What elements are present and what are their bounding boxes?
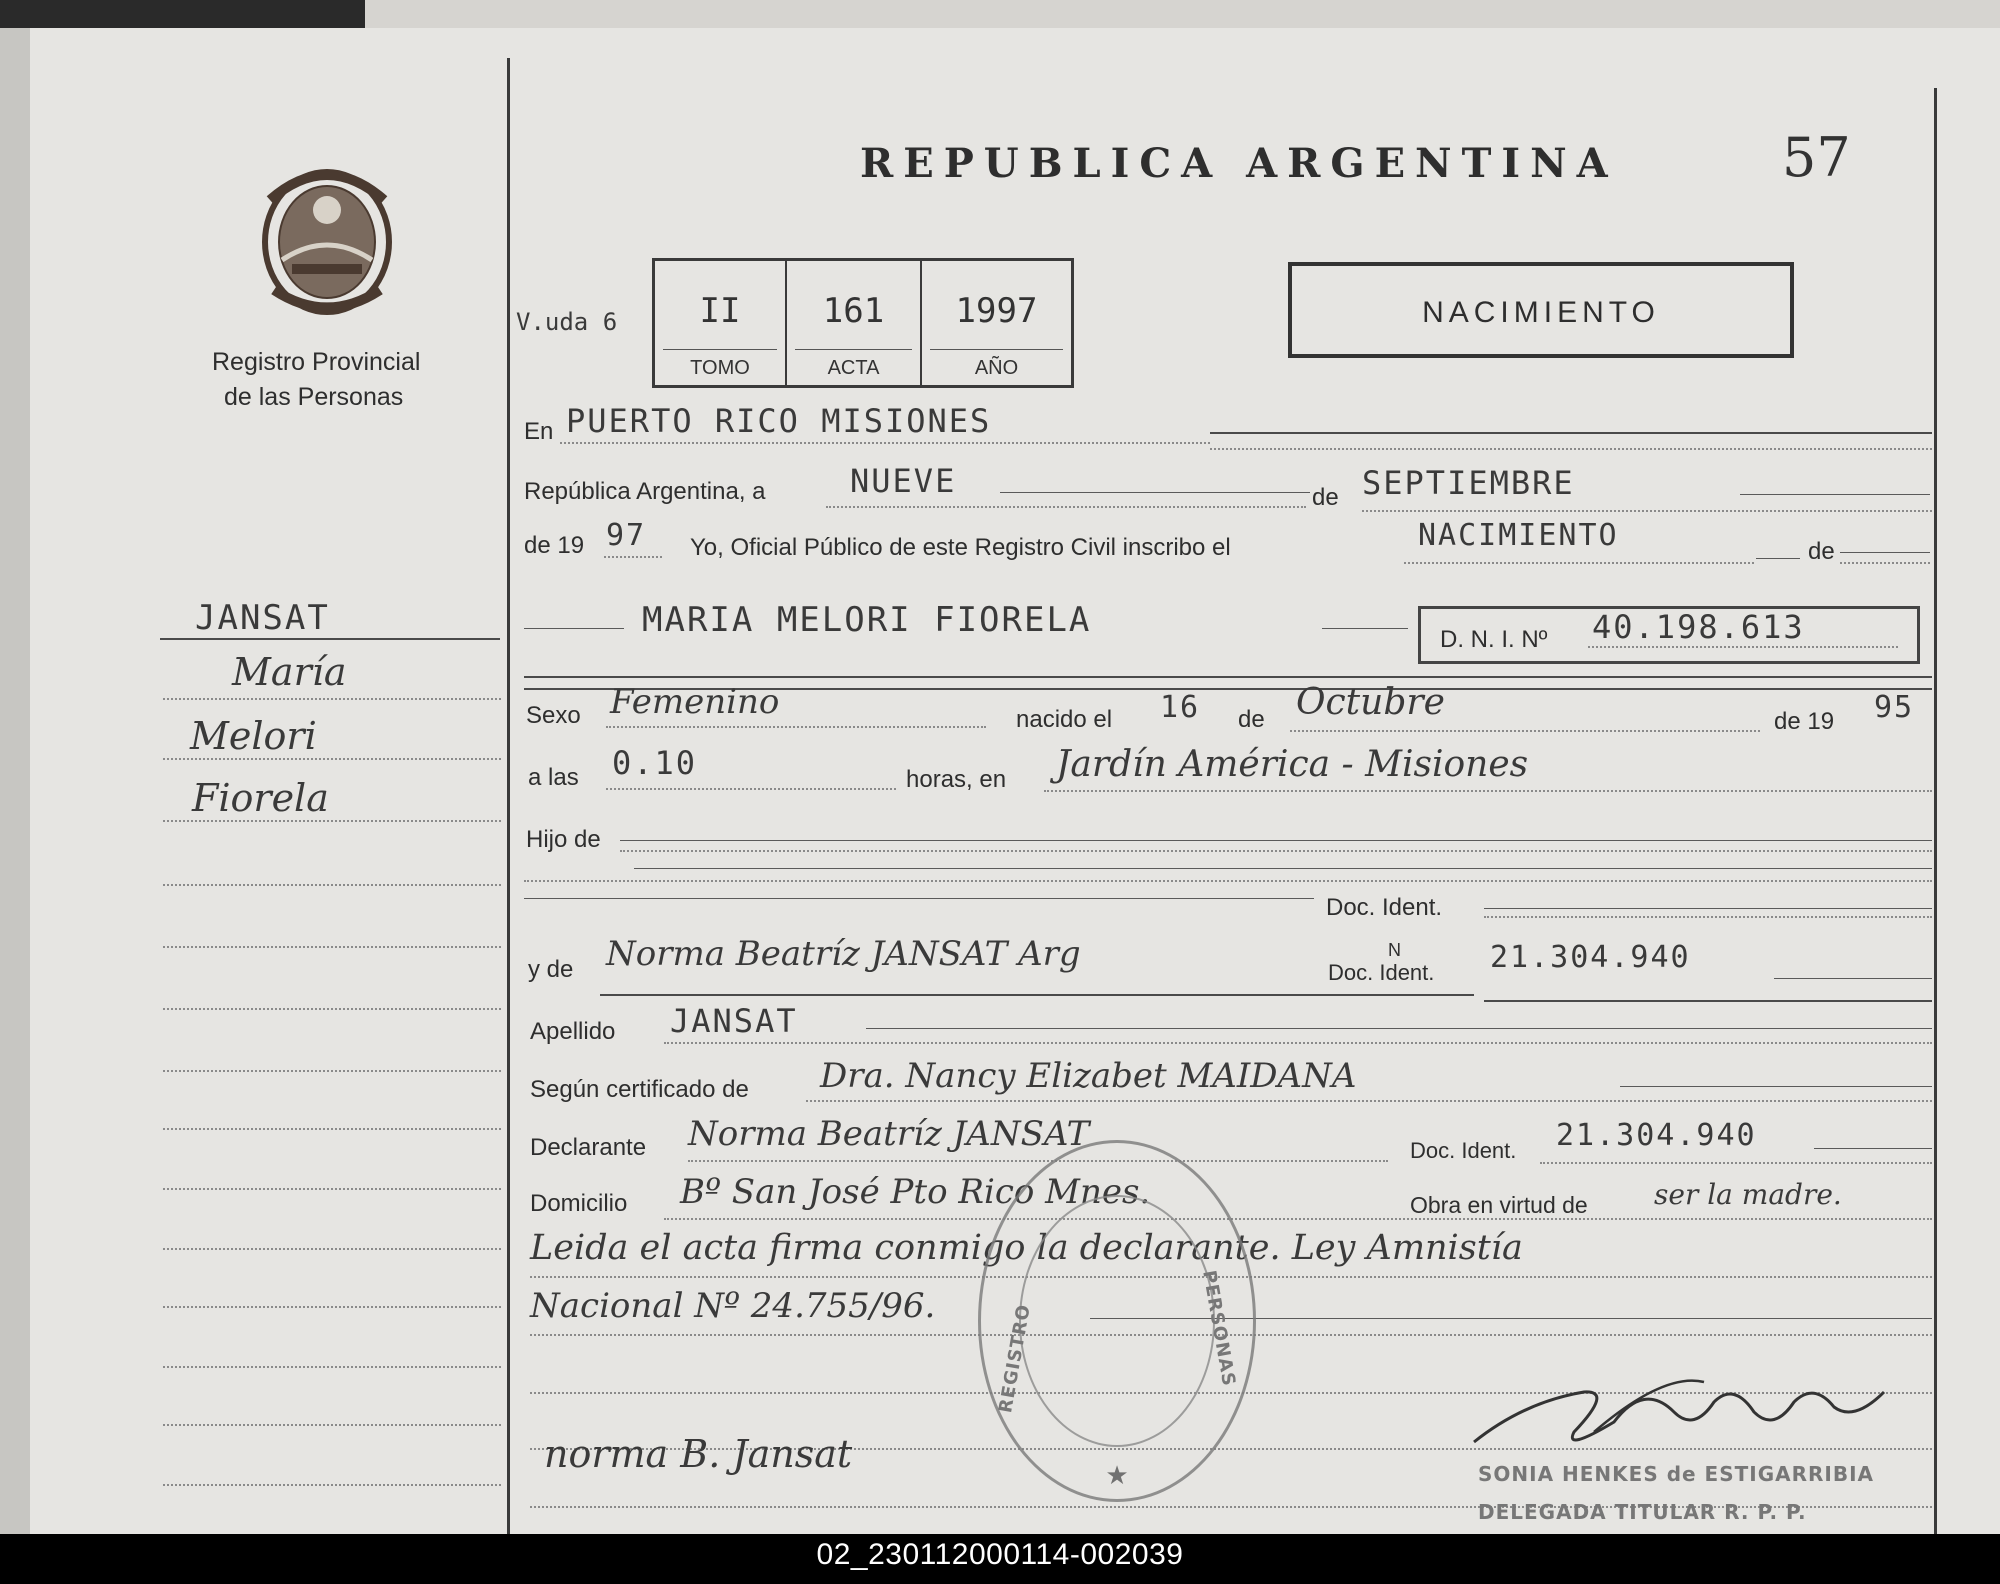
declarante-label: Declarante <box>530 1134 647 1161</box>
field-line <box>866 1028 1932 1029</box>
field-rule <box>664 1218 1932 1220</box>
hora-value: 0.10 <box>612 744 698 782</box>
tomo-cell <box>655 261 787 385</box>
margin-rule <box>163 1070 501 1072</box>
page-binding-shadow <box>0 28 30 1534</box>
field-rule <box>606 726 986 728</box>
field-rule <box>806 1100 1932 1102</box>
margin-rule <box>163 1128 501 1130</box>
margin-rule <box>163 698 501 700</box>
field-line <box>524 676 1932 678</box>
field-rule <box>688 1160 1388 1162</box>
field-rule <box>606 788 896 790</box>
field-rule <box>1210 448 1932 450</box>
dni-label: D. N. I. Nº <box>1440 626 1548 653</box>
field-line <box>1620 1086 1932 1087</box>
field-line <box>1484 908 1932 909</box>
apellido-label: Apellido <box>530 1018 616 1045</box>
de-label-3: de <box>1238 706 1265 733</box>
birth-record-page <box>0 28 2000 1534</box>
margin-column-divider <box>507 58 510 1534</box>
field-line <box>1740 494 1930 495</box>
margin-rule <box>163 1248 501 1250</box>
margin-rule <box>163 1366 501 1368</box>
field-line <box>1210 432 1932 434</box>
declarante-doc: 21.304.940 <box>1556 1118 1757 1153</box>
margin-rule <box>163 1424 501 1426</box>
margin-name-1: María <box>232 650 347 694</box>
de-label: de <box>1312 484 1339 511</box>
ano-inscripcion-value: 97 <box>606 518 647 553</box>
margin-name-3: Fiorela <box>192 776 329 820</box>
de-label-2: de <box>1808 538 1835 565</box>
nacido-label: nacido el <box>1016 706 1113 733</box>
margin-rule <box>163 1306 501 1308</box>
margin-rule <box>163 1008 501 1010</box>
ano-value: 1997 <box>955 291 1038 331</box>
margin-rule <box>163 1484 501 1486</box>
margin-rule <box>163 946 501 948</box>
registry-name-line2: de las Personas <box>224 383 404 411</box>
misiones-coat-of-arms-icon <box>252 160 402 320</box>
dni-value: 40.198.613 <box>1592 608 1805 646</box>
nota-line-2: Nacional Nº 24.755/96. <box>530 1286 936 1326</box>
tomo-value: II <box>699 291 741 331</box>
tomo-label: TOMO <box>690 357 750 379</box>
doc-n-mark: N <box>1388 940 1401 960</box>
declarante-signature: norma B. Jansat <box>544 1432 853 1476</box>
record-type-label: NACIMIENTO <box>1422 296 1660 329</box>
margin-rule <box>163 1188 501 1190</box>
volume-note: V.uda 6 <box>516 308 618 336</box>
field-rule <box>1290 730 1760 732</box>
obra-value: ser la madre. <box>1654 1178 1842 1211</box>
ano-cell <box>922 261 1071 385</box>
field-rule <box>826 506 1306 508</box>
doc-ident-label: Doc. Ident. <box>1326 894 1443 921</box>
field-rule <box>1540 1162 1932 1164</box>
horas-label: horas, en <box>906 766 1007 793</box>
field-rule <box>604 556 662 558</box>
domicilio-label: Domicilio <box>530 1190 628 1217</box>
doc-ident-label-3: Doc. Ident. <box>1410 1138 1517 1163</box>
field-line <box>1774 978 1932 979</box>
segun-label: Según certificado de <box>530 1076 749 1103</box>
ano-label: AÑO <box>974 357 1019 379</box>
doc-ident-label-2: Doc. Ident. <box>1328 960 1435 985</box>
field-line <box>1322 628 1408 629</box>
yde-label: y de <box>528 956 574 983</box>
field-rule <box>1588 646 1898 648</box>
field-rule <box>1362 510 1932 512</box>
field-line <box>600 994 1474 996</box>
field-line <box>1814 1148 1932 1149</box>
mes-value: SEPTIEMBRE <box>1362 464 1575 502</box>
field-line <box>1000 492 1310 493</box>
acta-label: ACTA <box>827 357 880 379</box>
inscribo-value: NACIMIENTO <box>1418 518 1619 553</box>
record-reference-box <box>652 258 1074 388</box>
record-type-box <box>1288 262 1794 358</box>
margin-rule <box>163 820 501 822</box>
right-border-line <box>1934 88 1937 1534</box>
margin-rule <box>163 758 501 760</box>
seal-text-left: REGISTRO <box>995 1302 1035 1415</box>
de19-label-2: de 19 <box>1774 708 1835 735</box>
field-rule <box>1044 790 1932 792</box>
field-rule <box>524 880 1932 882</box>
margin-rule <box>163 884 501 886</box>
registry-name-line1: Registro Provincial <box>212 348 421 376</box>
field-rule <box>664 1042 1932 1044</box>
field-line <box>634 868 1932 869</box>
nota-line-1: Leida el acta firma conmigo la declarante. Ley Amnistía <box>530 1228 1523 1268</box>
acta-value: 161 <box>822 291 885 331</box>
field-rule <box>620 850 1932 852</box>
madre-value: Norma Beatríz JANSAT Arg <box>606 934 1081 974</box>
margin-name-2: Melori <box>190 714 317 758</box>
seal-text-right: PERSONAS <box>1198 1268 1240 1389</box>
certificado-value: Dra. Nancy Elizabet MAIDANA <box>820 1056 1357 1096</box>
file-name-label: 02_230112000114-002039 <box>816 1538 1184 1571</box>
field-rule <box>1484 916 1932 918</box>
field-line <box>524 628 624 629</box>
margin-surname-underline <box>160 638 500 640</box>
nacido-mes: Octubre <box>1296 682 1445 723</box>
official-title: DELEGADA TITULAR R. P. P. <box>1478 1500 1807 1524</box>
obra-label: Obra en virtud de <box>1410 1192 1588 1218</box>
acta-cell <box>787 261 922 385</box>
official-name: SONIA HENKES de ESTIGARRIBIA <box>1478 1462 1874 1486</box>
domicilio-value: Bº San José Pto Rico Mnes. <box>680 1172 1151 1212</box>
page-number: 57 <box>1782 126 1851 189</box>
margin-surname: JANSAT <box>195 598 330 638</box>
lugar-value: Jardín América - Misiones <box>1056 744 1529 785</box>
en-value: PUERTO RICO MISIONES <box>566 402 992 440</box>
field-rule <box>1404 562 1754 564</box>
hijo-label: Hijo de <box>526 826 601 853</box>
field-rule <box>1840 562 1930 564</box>
official-signature-icon <box>1464 1362 1904 1462</box>
en-label: En <box>524 418 554 445</box>
field-line <box>1840 552 1930 553</box>
republica-label: República Argentina, a <box>524 478 766 505</box>
sexo-label: Sexo <box>526 702 581 729</box>
field-line <box>620 840 1932 841</box>
document-title: REPUBLICA ARGENTINA <box>860 140 1618 187</box>
madre-doc: 21.304.940 <box>1490 940 1691 975</box>
sexo-value: Femenino <box>610 682 780 722</box>
apellido-value: JANSAT <box>670 1002 798 1040</box>
nacido-ano: 95 <box>1874 690 1915 725</box>
alas-label: a las <box>528 764 579 791</box>
nacido-dia: 16 <box>1160 690 1201 725</box>
dia-value: NUEVE <box>850 462 957 500</box>
field-rule <box>560 442 1210 444</box>
nombre-value: MARIA MELORI FIORELA <box>642 600 1092 640</box>
oficial-text: Yo, Oficial Público de este Registro Civil inscribo el <box>690 534 1231 561</box>
field-line <box>1756 558 1800 559</box>
de19-label: de 19 <box>524 532 585 559</box>
seal-star: ★ <box>1105 1460 1129 1490</box>
declarante-value: Norma Beatríz JANSAT <box>688 1114 1090 1154</box>
field-line <box>1484 1000 1932 1002</box>
field-line <box>524 898 1314 899</box>
